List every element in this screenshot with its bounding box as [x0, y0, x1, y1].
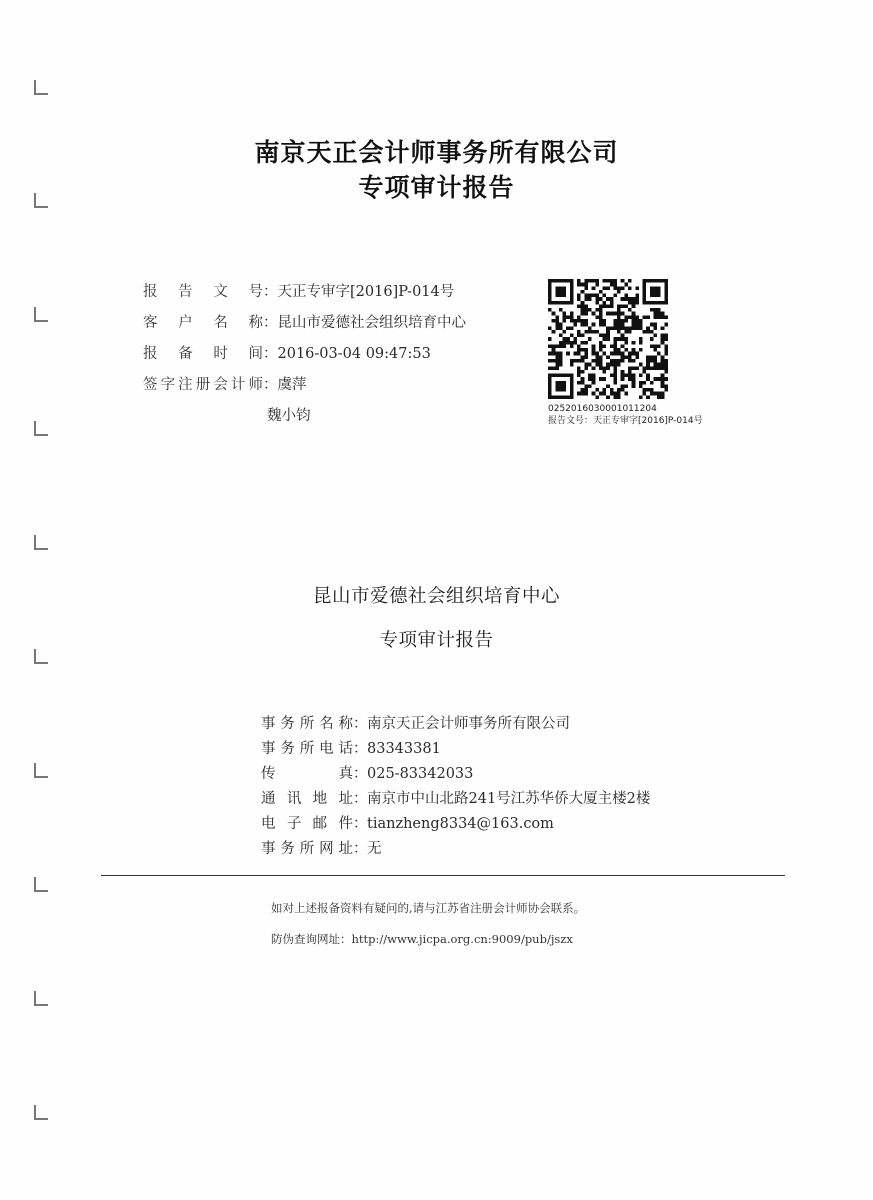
verify-url-link[interactable]: http://www.jicpa.org.cn:9009/pub/jszx: [351, 932, 573, 946]
firm-info: [261, 712, 741, 862]
firm-info-label: 电子邮件: [261, 816, 353, 832]
qr-serial: 0252016030001011204: [548, 404, 657, 414]
email-value: tianzheng8334@163.com: [367, 816, 554, 832]
org-name-title: 昆山市爱德社会组织培育中心: [312, 586, 560, 607]
verify-url-line: [271, 931, 573, 947]
firm-info-label: 事务所网址: [261, 841, 353, 857]
client-value: 昆山市爱德社会组织培育中心: [277, 315, 466, 331]
report-meta: [143, 277, 543, 432]
website-value: 无: [367, 841, 382, 857]
firm-name-heading: 南京天正会计师事务所有限公司: [254, 138, 619, 167]
report-type-heading: 专项审计报告: [358, 173, 515, 202]
signer-row: [143, 401, 543, 432]
signer-row: 签字注册会计师：虞萍: [143, 370, 543, 401]
qr-caption: 报告文号：天正专审字[2016]P-014号: [548, 416, 703, 426]
report-no-label: 报告文号: [143, 284, 263, 300]
firm-info-row: 事务所网址：无: [261, 837, 741, 862]
firm-name-value: 南京天正会计师事务所有限公司: [367, 716, 570, 732]
client-label: 客户名称: [143, 315, 263, 331]
firm-info-label: 事务所名称: [261, 716, 353, 732]
report-type-title: 专项审计报告: [379, 630, 494, 651]
divider: [101, 875, 785, 876]
verify-url-label: 防伪查询网址：: [271, 932, 352, 946]
fax-value: 025-83342033: [367, 766, 474, 782]
signers-label: 签字注册会计师: [143, 377, 263, 393]
qr-block: [548, 279, 728, 427]
inquiry-note: 如对上述报备资料有疑问的,请与江苏省注册会计师协会联系。: [271, 901, 586, 915]
firm-info-row: 电子邮件：tianzheng8334@163.com: [261, 812, 741, 837]
firm-info-row: 事务所电话：83343381: [261, 737, 741, 762]
phone-value: 83343381: [367, 741, 441, 757]
firm-info-label: 传真: [261, 766, 353, 782]
firm-info-label: 事务所电话: [261, 741, 353, 757]
firm-info-row: 通讯地址：南京市中山北路241号江苏华侨大厦主楼2楼: [261, 787, 741, 812]
signer-name: 魏小钧: [267, 408, 311, 424]
signer-name: 虞萍: [277, 377, 307, 393]
client-row: 客户名称：昆山市爱德社会组织培育中心: [143, 308, 543, 339]
qr-modules: [548, 279, 668, 399]
report-no-row: 报告文号：天正专审字[2016]P-014号: [143, 277, 543, 308]
filed-time-label: 报备时间: [143, 346, 263, 362]
report-no-value: 天正专审字[2016]P-014号: [277, 284, 455, 300]
qr-code: [548, 279, 668, 399]
filed-time-value: 2016-03-04 09:47:53: [277, 346, 431, 362]
filed-time-row: 报备时间：2016-03-04 09:47:53: [143, 339, 543, 370]
firm-info-label: 通讯地址: [261, 791, 353, 807]
firm-info-row: 传真：025-83342033: [261, 762, 741, 787]
address-value: 南京市中山北路241号江苏华侨大厦主楼2楼: [367, 791, 651, 807]
firm-info-row: 事务所名称：南京天正会计师事务所有限公司: [261, 712, 741, 737]
